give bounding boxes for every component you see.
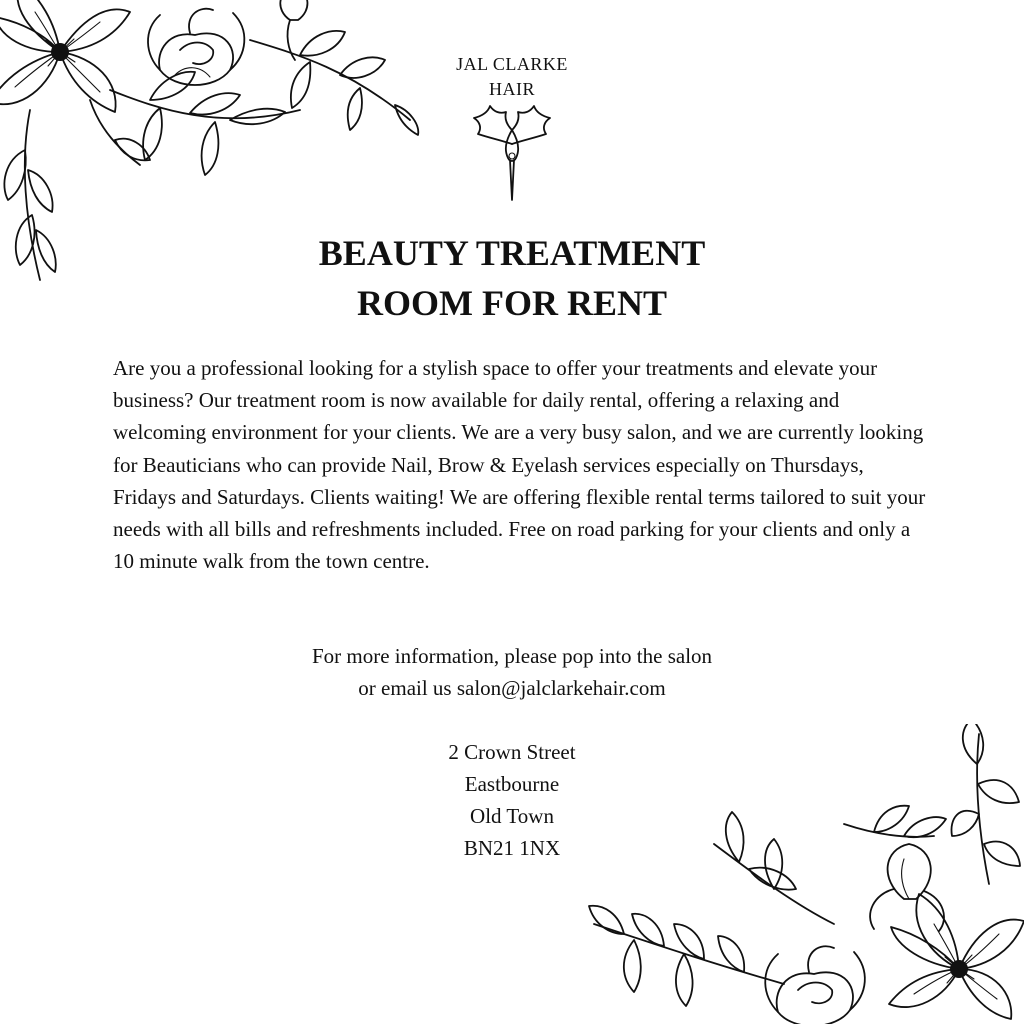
contact-line1: For more information, please pop into the salon bbox=[311, 644, 713, 668]
page-title bbox=[162, 228, 862, 328]
brand-name bbox=[412, 52, 612, 102]
address-block bbox=[362, 736, 662, 864]
brand-name-line2: HAIR bbox=[489, 79, 535, 99]
contact-line2: or email us salon@jalclarkehair.com bbox=[358, 676, 666, 700]
description-paragraph: Are you a professional looking for a stylish space to offer your treatments and elevate your business? Our treatment room is now available for daily rental, offering a relaxing and welcoming environment for your clients. We are a very busy salon, and we are currently looking for Beauticians who can provide Nail, Brow & Eyelash services especially on Thursdays, Fridays and Saturdays. Clients waiting! We are offering flexible rental terms tailored to suit your needs with all bills and refreshments included. Free on road parking for your clients and only a 10 minute walk from the town centre. bbox=[113, 356, 926, 574]
contact-info bbox=[212, 640, 812, 704]
brand-name-line1: JAL CLARKE bbox=[456, 54, 568, 74]
title-line2: ROOM FOR RENT bbox=[357, 283, 667, 323]
title-line1: BEAUTY TREATMENT bbox=[318, 233, 706, 273]
address-postcode: BN21 1NX bbox=[463, 836, 561, 860]
scissors-logo-icon bbox=[460, 100, 564, 204]
address-town: Eastbourne bbox=[464, 772, 560, 796]
address-street: 2 Crown Street bbox=[448, 740, 576, 764]
address-area: Old Town bbox=[470, 804, 554, 828]
